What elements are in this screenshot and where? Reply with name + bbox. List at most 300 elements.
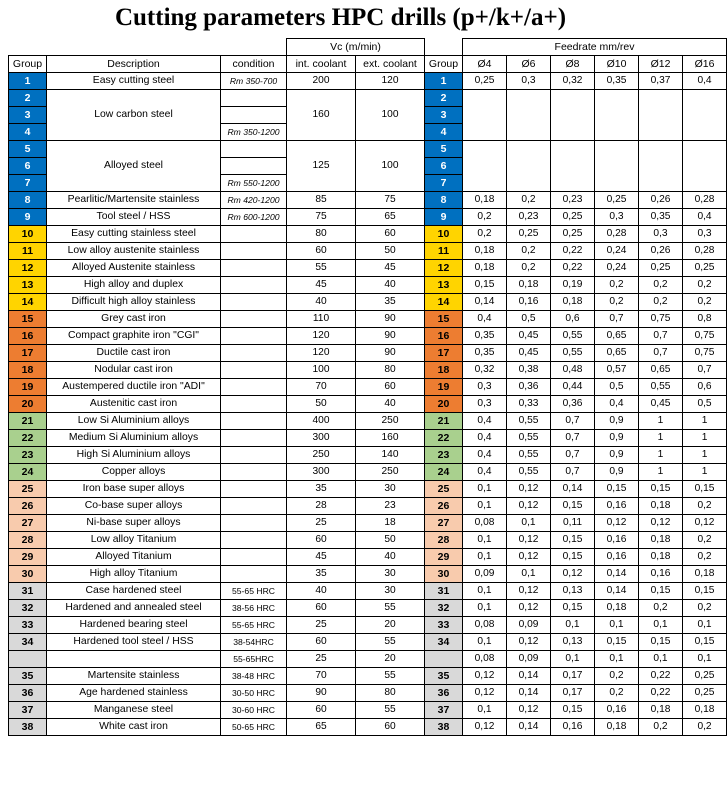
table-row — [9, 515, 727, 532]
row-condition — [221, 107, 287, 124]
row-description: Pearlitic/Martensite stainless — [47, 192, 221, 209]
row-vc-ext: 20 — [356, 651, 425, 668]
row-vc-ext: 18 — [356, 515, 425, 532]
row-vc-int: 110 — [287, 311, 356, 328]
row-description: Co-base super alloys — [47, 498, 221, 515]
row-group-left: 12 — [9, 260, 47, 277]
row-feedrate: 0,11 — [551, 515, 595, 532]
table-row — [9, 396, 727, 413]
row-group-left: 13 — [9, 277, 47, 294]
row-group-right: 31 — [425, 583, 463, 600]
row-feedrate: 0,14 — [507, 685, 551, 702]
row-description: Manganese steel — [47, 702, 221, 719]
row-description: Martensite stainless — [47, 668, 221, 685]
row-feedrate — [507, 90, 551, 141]
row-group-left: 32 — [9, 600, 47, 617]
row-feedrate: 0,18 — [639, 498, 683, 515]
row-feedrate: 0,15 — [551, 532, 595, 549]
row-feedrate: 0,25 — [683, 668, 727, 685]
row-feedrate: 0,1 — [463, 549, 507, 566]
row-vc-int: 45 — [287, 549, 356, 566]
row-feedrate: 0,2 — [463, 226, 507, 243]
header-spacer-desc — [47, 39, 221, 56]
row-feedrate: 0,1 — [507, 515, 551, 532]
row-vc-int: 120 — [287, 328, 356, 345]
row-feedrate: 0,2 — [595, 294, 639, 311]
row-description: Hardened bearing steel — [47, 617, 221, 634]
row-feedrate: 0,23 — [507, 209, 551, 226]
row-description: White cast iron — [47, 719, 221, 736]
row-condition — [221, 430, 287, 447]
row-feedrate: 0,16 — [551, 719, 595, 736]
table-row — [9, 719, 727, 736]
row-vc-ext: 250 — [356, 413, 425, 430]
row-group-left: 11 — [9, 243, 47, 260]
row-group-left: 19 — [9, 379, 47, 396]
row-condition — [221, 345, 287, 362]
row-group-right: 9 — [425, 209, 463, 226]
row-group-right: 10 — [425, 226, 463, 243]
row-condition — [221, 515, 287, 532]
row-description: Hardened tool steel / HSS — [47, 634, 221, 651]
row-vc-ext: 30 — [356, 566, 425, 583]
header-vc-int: int. coolant — [287, 56, 356, 73]
row-group-left: 3 — [9, 107, 47, 124]
table-row — [9, 685, 727, 702]
row-feedrate: 0,48 — [551, 362, 595, 379]
row-feedrate: 0,2 — [595, 277, 639, 294]
table-row — [9, 311, 727, 328]
row-feedrate: 0,36 — [507, 379, 551, 396]
row-condition: Rm 350-700 — [221, 73, 287, 90]
row-group-right: 32 — [425, 600, 463, 617]
row-feedrate: 0,15 — [639, 481, 683, 498]
row-feedrate: 0,4 — [463, 311, 507, 328]
row-vc-ext: 75 — [356, 192, 425, 209]
row-vc-int: 55 — [287, 260, 356, 277]
row-feedrate: 0,17 — [551, 668, 595, 685]
row-feedrate: 0,2 — [639, 294, 683, 311]
row-feedrate: 0,1 — [463, 702, 507, 719]
row-feedrate: 1 — [639, 447, 683, 464]
row-feedrate: 0,1 — [463, 532, 507, 549]
row-feedrate: 0,4 — [683, 73, 727, 90]
row-feedrate: 0,15 — [551, 498, 595, 515]
row-feedrate: 0,7 — [551, 447, 595, 464]
row-feedrate: 0,15 — [683, 481, 727, 498]
row-feedrate: 0,33 — [507, 396, 551, 413]
row-feedrate: 0,16 — [595, 532, 639, 549]
row-description: Copper alloys — [47, 464, 221, 481]
row-condition — [221, 90, 287, 107]
row-vc-ext: 35 — [356, 294, 425, 311]
row-vc-int: 250 — [287, 447, 356, 464]
row-feedrate — [551, 90, 595, 141]
row-group-right: 35 — [425, 668, 463, 685]
row-group-right: 2 — [425, 90, 463, 107]
row-feedrate: 0,3 — [507, 73, 551, 90]
row-feedrate: 0,37 — [639, 73, 683, 90]
row-feedrate: 0,18 — [595, 719, 639, 736]
row-feedrate: 0,6 — [551, 311, 595, 328]
row-group-left: 28 — [9, 532, 47, 549]
row-group-right: 4 — [425, 124, 463, 141]
row-feedrate: 0,09 — [507, 651, 551, 668]
row-group-right: 18 — [425, 362, 463, 379]
row-vc-ext: 30 — [356, 481, 425, 498]
row-feedrate: 0,12 — [507, 481, 551, 498]
row-feedrate: 0,22 — [551, 243, 595, 260]
row-group-right: 16 — [425, 328, 463, 345]
row-group-right: 38 — [425, 719, 463, 736]
row-group-left: 7 — [9, 175, 47, 192]
row-feedrate: 1 — [683, 464, 727, 481]
row-feedrate: 0,4 — [595, 396, 639, 413]
row-feedrate: 0,16 — [639, 566, 683, 583]
row-feedrate: 0,4 — [463, 430, 507, 447]
row-feedrate: 0,7 — [551, 464, 595, 481]
row-vc-int: 60 — [287, 702, 356, 719]
row-feedrate — [551, 141, 595, 192]
row-feedrate: 0,65 — [595, 345, 639, 362]
row-feedrate: 0,75 — [639, 311, 683, 328]
row-feedrate: 0,1 — [595, 617, 639, 634]
row-vc-ext: 60 — [356, 719, 425, 736]
row-group-right: 6 — [425, 158, 463, 175]
row-vc-int: 60 — [287, 243, 356, 260]
row-feedrate: 0,14 — [507, 668, 551, 685]
row-feedrate: 0,16 — [507, 294, 551, 311]
header-group2: Group — [425, 56, 463, 73]
row-feedrate: 0,23 — [551, 192, 595, 209]
row-feedrate: 0,1 — [463, 481, 507, 498]
row-group-right: 23 — [425, 447, 463, 464]
row-group-right: 19 — [425, 379, 463, 396]
table-row — [9, 209, 727, 226]
row-condition: 50-65 HRC — [221, 719, 287, 736]
row-description: Hardened and annealed steel — [47, 600, 221, 617]
row-condition — [221, 498, 287, 515]
row-vc-ext: 60 — [356, 379, 425, 396]
row-condition: 55-65 HRC — [221, 617, 287, 634]
row-condition: 38-56 HRC — [221, 600, 287, 617]
row-feedrate: 1 — [683, 413, 727, 430]
row-group-right: 28 — [425, 532, 463, 549]
row-feedrate: 0,35 — [639, 209, 683, 226]
row-vc-int: 40 — [287, 583, 356, 600]
row-description: Tool steel / HSS — [47, 209, 221, 226]
table-body — [9, 73, 727, 736]
row-group-right: 15 — [425, 311, 463, 328]
table-row — [9, 464, 727, 481]
row-group-right: 24 — [425, 464, 463, 481]
row-feedrate: 0,32 — [463, 362, 507, 379]
row-vc-ext: 50 — [356, 532, 425, 549]
row-vc-int: 400 — [287, 413, 356, 430]
row-condition — [221, 141, 287, 158]
row-group-right: 13 — [425, 277, 463, 294]
row-condition — [221, 532, 287, 549]
row-feedrate: 0,2 — [683, 277, 727, 294]
row-feedrate: 0,2 — [507, 260, 551, 277]
row-vc-int: 45 — [287, 277, 356, 294]
table-row — [9, 413, 727, 430]
row-feedrate: 0,9 — [595, 430, 639, 447]
row-group-right: 7 — [425, 175, 463, 192]
row-description: Austenitic cast iron — [47, 396, 221, 413]
row-group-left: 38 — [9, 719, 47, 736]
row-feedrate: 0,2 — [639, 277, 683, 294]
row-group-right: 27 — [425, 515, 463, 532]
row-feedrate: 0,13 — [551, 634, 595, 651]
table-row — [9, 243, 727, 260]
row-vc-int: 160 — [287, 90, 356, 141]
row-group-right: 3 — [425, 107, 463, 124]
row-feedrate: 0,15 — [639, 583, 683, 600]
row-group-left: 21 — [9, 413, 47, 430]
row-description: Easy cutting stainless steel — [47, 226, 221, 243]
row-feedrate: 0,15 — [595, 634, 639, 651]
row-condition: Rm 350-1200 — [221, 124, 287, 141]
row-feedrate: 0,15 — [683, 583, 727, 600]
row-description: Alloyed Titanium — [47, 549, 221, 566]
row-description: Ductile cast iron — [47, 345, 221, 362]
row-feedrate: 0,3 — [463, 396, 507, 413]
row-feedrate: 0,12 — [595, 515, 639, 532]
row-feedrate: 0,12 — [507, 583, 551, 600]
row-feedrate: 0,12 — [507, 600, 551, 617]
row-group-right: 36 — [425, 685, 463, 702]
row-feedrate: 0,18 — [463, 192, 507, 209]
row-feedrate: 1 — [683, 430, 727, 447]
row-feedrate: 0,18 — [683, 566, 727, 583]
row-vc-ext: 50 — [356, 243, 425, 260]
row-feedrate: 0,25 — [683, 685, 727, 702]
row-vc-ext: 250 — [356, 464, 425, 481]
row-vc-ext: 80 — [356, 685, 425, 702]
row-feedrate: 0,55 — [551, 328, 595, 345]
row-feedrate: 0,15 — [463, 277, 507, 294]
row-feedrate: 0,15 — [551, 549, 595, 566]
row-description: Low carbon steel — [47, 90, 221, 141]
row-feedrate: 0,16 — [595, 498, 639, 515]
row-vc-int: 70 — [287, 379, 356, 396]
table-row — [9, 379, 727, 396]
row-feedrate: 0,18 — [683, 702, 727, 719]
row-description: Low alloy austenite stainless — [47, 243, 221, 260]
table-row — [9, 651, 727, 668]
row-feedrate: 0,14 — [595, 566, 639, 583]
row-feedrate: 0,28 — [595, 226, 639, 243]
row-vc-ext: 160 — [356, 430, 425, 447]
row-feedrate: 0,1 — [463, 634, 507, 651]
row-feedrate: 0,7 — [639, 328, 683, 345]
row-group-left: 14 — [9, 294, 47, 311]
row-feedrate: 0,1 — [683, 651, 727, 668]
row-feedrate — [595, 90, 639, 141]
row-feedrate: 0,1 — [551, 651, 595, 668]
row-feedrate: 0,55 — [507, 430, 551, 447]
row-vc-ext: 80 — [356, 362, 425, 379]
row-vc-int: 200 — [287, 73, 356, 90]
row-group-left: 10 — [9, 226, 47, 243]
row-feedrate: 0,25 — [595, 192, 639, 209]
row-feedrate: 0,13 — [551, 583, 595, 600]
row-description: High alloy Titanium — [47, 566, 221, 583]
row-vc-int: 35 — [287, 566, 356, 583]
row-feedrate: 0,3 — [595, 209, 639, 226]
row-feedrate: 0,12 — [507, 498, 551, 515]
row-group-right: 14 — [425, 294, 463, 311]
row-description: Compact graphite iron "CGI" — [47, 328, 221, 345]
row-feedrate: 0,26 — [639, 192, 683, 209]
row-group-right: 29 — [425, 549, 463, 566]
header-dia-12: Ø12 — [639, 56, 683, 73]
row-group-left: 22 — [9, 430, 47, 447]
row-vc-ext: 55 — [356, 634, 425, 651]
row-vc-int: 100 — [287, 362, 356, 379]
row-condition — [221, 549, 287, 566]
row-group-left: 33 — [9, 617, 47, 634]
row-group-left: 16 — [9, 328, 47, 345]
row-feedrate: 0,12 — [507, 634, 551, 651]
table-row — [9, 600, 727, 617]
row-feedrate: 0,57 — [595, 362, 639, 379]
row-feedrate: 1 — [639, 430, 683, 447]
header-group: Group — [9, 56, 47, 73]
row-group-left: 30 — [9, 566, 47, 583]
row-feedrate: 0,18 — [639, 549, 683, 566]
row-feedrate: 0,22 — [639, 685, 683, 702]
row-vc-int: 85 — [287, 192, 356, 209]
row-feedrate: 0,2 — [507, 243, 551, 260]
table-row — [9, 498, 727, 515]
row-group-right: 8 — [425, 192, 463, 209]
row-vc-ext: 55 — [356, 668, 425, 685]
row-description: Iron base super alloys — [47, 481, 221, 498]
row-condition — [221, 379, 287, 396]
row-group-left: 34 — [9, 634, 47, 651]
row-group-left: 15 — [9, 311, 47, 328]
row-group-left: 35 — [9, 668, 47, 685]
row-feedrate: 0,2 — [463, 209, 507, 226]
row-feedrate: 0,12 — [683, 515, 727, 532]
row-vc-int: 60 — [287, 634, 356, 651]
row-description: Ni-base super alloys — [47, 515, 221, 532]
row-feedrate: 0,1 — [463, 583, 507, 600]
row-group-right — [425, 651, 463, 668]
row-description: Difficult high alloy stainless — [47, 294, 221, 311]
row-feedrate: 0,08 — [463, 651, 507, 668]
row-feedrate: 0,12 — [463, 685, 507, 702]
table-row — [9, 345, 727, 362]
row-feedrate: 0,3 — [639, 226, 683, 243]
row-feedrate: 1 — [639, 413, 683, 430]
row-condition — [221, 464, 287, 481]
row-feedrate: 0,2 — [683, 549, 727, 566]
row-condition: 55-65 HRC — [221, 583, 287, 600]
row-feedrate: 0,2 — [639, 600, 683, 617]
row-condition — [221, 277, 287, 294]
row-feedrate: 0,1 — [595, 651, 639, 668]
row-group-right: 33 — [425, 617, 463, 634]
row-feedrate: 0,9 — [595, 464, 639, 481]
row-feedrate: 1 — [639, 464, 683, 481]
table-row — [9, 447, 727, 464]
row-feedrate: 0,1 — [463, 600, 507, 617]
row-description: Easy cutting steel — [47, 73, 221, 90]
row-feedrate: 0,55 — [639, 379, 683, 396]
row-feedrate: 0,15 — [595, 481, 639, 498]
row-vc-int: 300 — [287, 464, 356, 481]
row-condition — [221, 447, 287, 464]
row-description: Grey cast iron — [47, 311, 221, 328]
row-group-left: 20 — [9, 396, 47, 413]
row-vc-int: 25 — [287, 617, 356, 634]
row-feedrate: 0,4 — [463, 447, 507, 464]
row-feedrate: 0,75 — [683, 345, 727, 362]
row-group-right: 30 — [425, 566, 463, 583]
row-feedrate: 0,12 — [639, 515, 683, 532]
row-feedrate: 0,14 — [507, 719, 551, 736]
row-description: Austempered ductile iron "ADI" — [47, 379, 221, 396]
row-vc-ext: 20 — [356, 617, 425, 634]
header-dia-6: Ø6 — [507, 56, 551, 73]
header-spacer-cond — [221, 39, 287, 56]
table-row — [9, 702, 727, 719]
row-feedrate: 0,1 — [683, 617, 727, 634]
row-feedrate: 0,17 — [551, 685, 595, 702]
row-condition: Rm 600-1200 — [221, 209, 287, 226]
row-group-left: 24 — [9, 464, 47, 481]
row-feedrate: 0,08 — [463, 617, 507, 634]
row-vc-ext: 120 — [356, 73, 425, 90]
row-feedrate: 0,12 — [507, 532, 551, 549]
row-feedrate: 0,9 — [595, 413, 639, 430]
row-feedrate: 0,24 — [595, 260, 639, 277]
row-feedrate: 0,12 — [463, 719, 507, 736]
row-feedrate: 0,45 — [507, 345, 551, 362]
row-vc-int: 60 — [287, 600, 356, 617]
row-vc-int: 125 — [287, 141, 356, 192]
row-vc-ext: 23 — [356, 498, 425, 515]
row-feedrate: 0,1 — [551, 617, 595, 634]
row-feedrate: 0,5 — [683, 396, 727, 413]
row-feedrate: 0,28 — [683, 243, 727, 260]
row-condition — [221, 311, 287, 328]
header-vc-title: Vc (m/min) — [287, 39, 425, 56]
row-feedrate — [639, 90, 683, 141]
row-feedrate: 0,18 — [463, 243, 507, 260]
row-vc-ext: 90 — [356, 328, 425, 345]
row-group-left — [9, 651, 47, 668]
table-row — [9, 617, 727, 634]
row-vc-ext: 55 — [356, 702, 425, 719]
row-feedrate: 0,5 — [595, 379, 639, 396]
header-spacer-group2 — [425, 39, 463, 56]
row-feedrate: 0,44 — [551, 379, 595, 396]
row-vc-ext: 90 — [356, 311, 425, 328]
row-feedrate: 0,2 — [639, 719, 683, 736]
row-description: Alloyed steel — [47, 141, 221, 192]
table-row — [9, 668, 727, 685]
header-vc-ext: ext. coolant — [356, 56, 425, 73]
row-vc-ext: 55 — [356, 600, 425, 617]
page-title: Cutting parameters HPC drills (p+/k+/a+) — [114, 4, 567, 31]
row-group-left: 17 — [9, 345, 47, 362]
row-feedrate: 0,8 — [683, 311, 727, 328]
row-group-left: 6 — [9, 158, 47, 175]
